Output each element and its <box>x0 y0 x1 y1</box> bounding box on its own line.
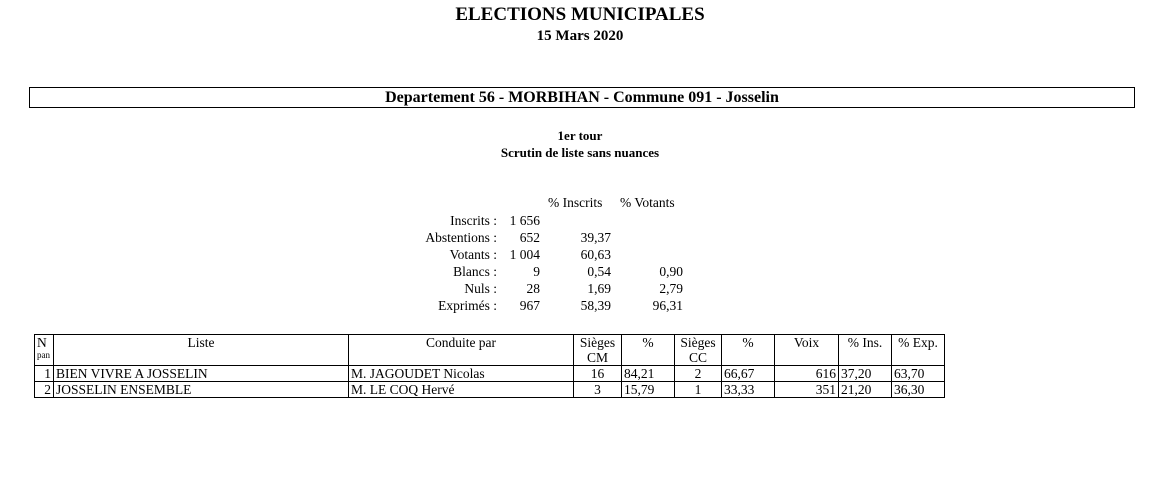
round-label: 1er tour <box>557 128 603 143</box>
cell-pct-cc: 66,67 <box>722 366 775 382</box>
cell-sieges-cm: 3 <box>574 382 622 398</box>
ballot-type: Scrutin de liste sans nuances <box>500 145 660 160</box>
cell-pct-cm: 15,79 <box>622 382 675 398</box>
cell-liste: BIEN VIVRE A JOSSELIN <box>54 366 349 382</box>
col-header-sieges-cm: Sièges CM <box>574 335 622 366</box>
stat-pct-inscrits: 60,63 <box>580 247 611 262</box>
cell-sieges-cc: 1 <box>675 382 722 398</box>
stat-value: 9 <box>533 264 540 279</box>
cell-pct-cm: 84,21 <box>622 366 675 382</box>
cell-voix: 616 <box>775 366 839 382</box>
table-row <box>35 382 945 398</box>
department-banner: Departement 56 - MORBIHAN - Commune 091 - Josselin <box>29 87 1135 108</box>
stat-value: 652 <box>519 230 540 245</box>
cell-sieges-cm: 16 <box>574 366 622 382</box>
cell-conduite: M. LE COQ Hervé <box>349 382 574 398</box>
col-header-pct-ins: % Ins. <box>839 335 892 366</box>
stat-pct-votants: 2,79 <box>659 281 683 296</box>
col-header-voix: Voix <box>775 335 839 366</box>
cell-pct-exp: 63,70 <box>892 366 945 382</box>
cell-conduite: M. JAGOUDET Nicolas <box>349 366 574 382</box>
cell-n: 1 <box>35 366 54 382</box>
cell-pct-cc: 33,33 <box>722 382 775 398</box>
stat-value: 1 656 <box>509 213 540 228</box>
page-title: ELECTIONS MUNICIPALES <box>455 4 705 25</box>
col-header-pct-votants: % Votants <box>620 195 675 210</box>
results-table <box>34 334 945 398</box>
col-header-n: N pan <box>35 335 54 366</box>
stat-label: Nuls : <box>464 281 497 296</box>
stat-label: Exprimés : <box>438 298 497 313</box>
cell-pct-ins: 21,20 <box>839 382 892 398</box>
stat-label: Abstentions : <box>425 230 497 245</box>
cell-n: 2 <box>35 382 54 398</box>
stat-label: Blancs : <box>453 264 497 279</box>
col-header-liste: Liste <box>54 335 349 366</box>
stat-label: Inscrits : <box>450 213 497 228</box>
stat-label: Votants : <box>449 247 497 262</box>
stat-value: 28 <box>526 281 540 296</box>
cell-pct-ins: 37,20 <box>839 366 892 382</box>
stat-value: 967 <box>519 298 540 313</box>
cell-pct-exp: 36,30 <box>892 382 945 398</box>
cell-sieges-cc: 2 <box>675 366 722 382</box>
stat-pct-inscrits: 58,39 <box>580 298 611 313</box>
cell-liste: JOSSELIN ENSEMBLE <box>54 382 349 398</box>
col-header-pct-cc: % <box>722 335 775 366</box>
stat-value: 1 004 <box>509 247 540 262</box>
stat-pct-inscrits: 1,69 <box>587 281 611 296</box>
table-row <box>35 366 945 382</box>
stat-pct-votants: 96,31 <box>652 298 683 313</box>
stat-pct-inscrits: 39,37 <box>580 230 611 245</box>
cell-voix: 351 <box>775 382 839 398</box>
col-header-sieges-cc: Sièges CC <box>675 335 722 366</box>
col-header-pct-cm: % <box>622 335 675 366</box>
col-header-conduite: Conduite par <box>349 335 574 366</box>
results-header-row <box>35 335 945 366</box>
stat-pct-votants: 0,90 <box>659 264 683 279</box>
election-date: 15 Mars 2020 <box>536 28 624 44</box>
col-header-pct-exp: % Exp. <box>892 335 945 366</box>
col-header-pct-inscrits: % Inscrits <box>548 195 603 210</box>
stat-pct-inscrits: 0,54 <box>587 264 611 279</box>
